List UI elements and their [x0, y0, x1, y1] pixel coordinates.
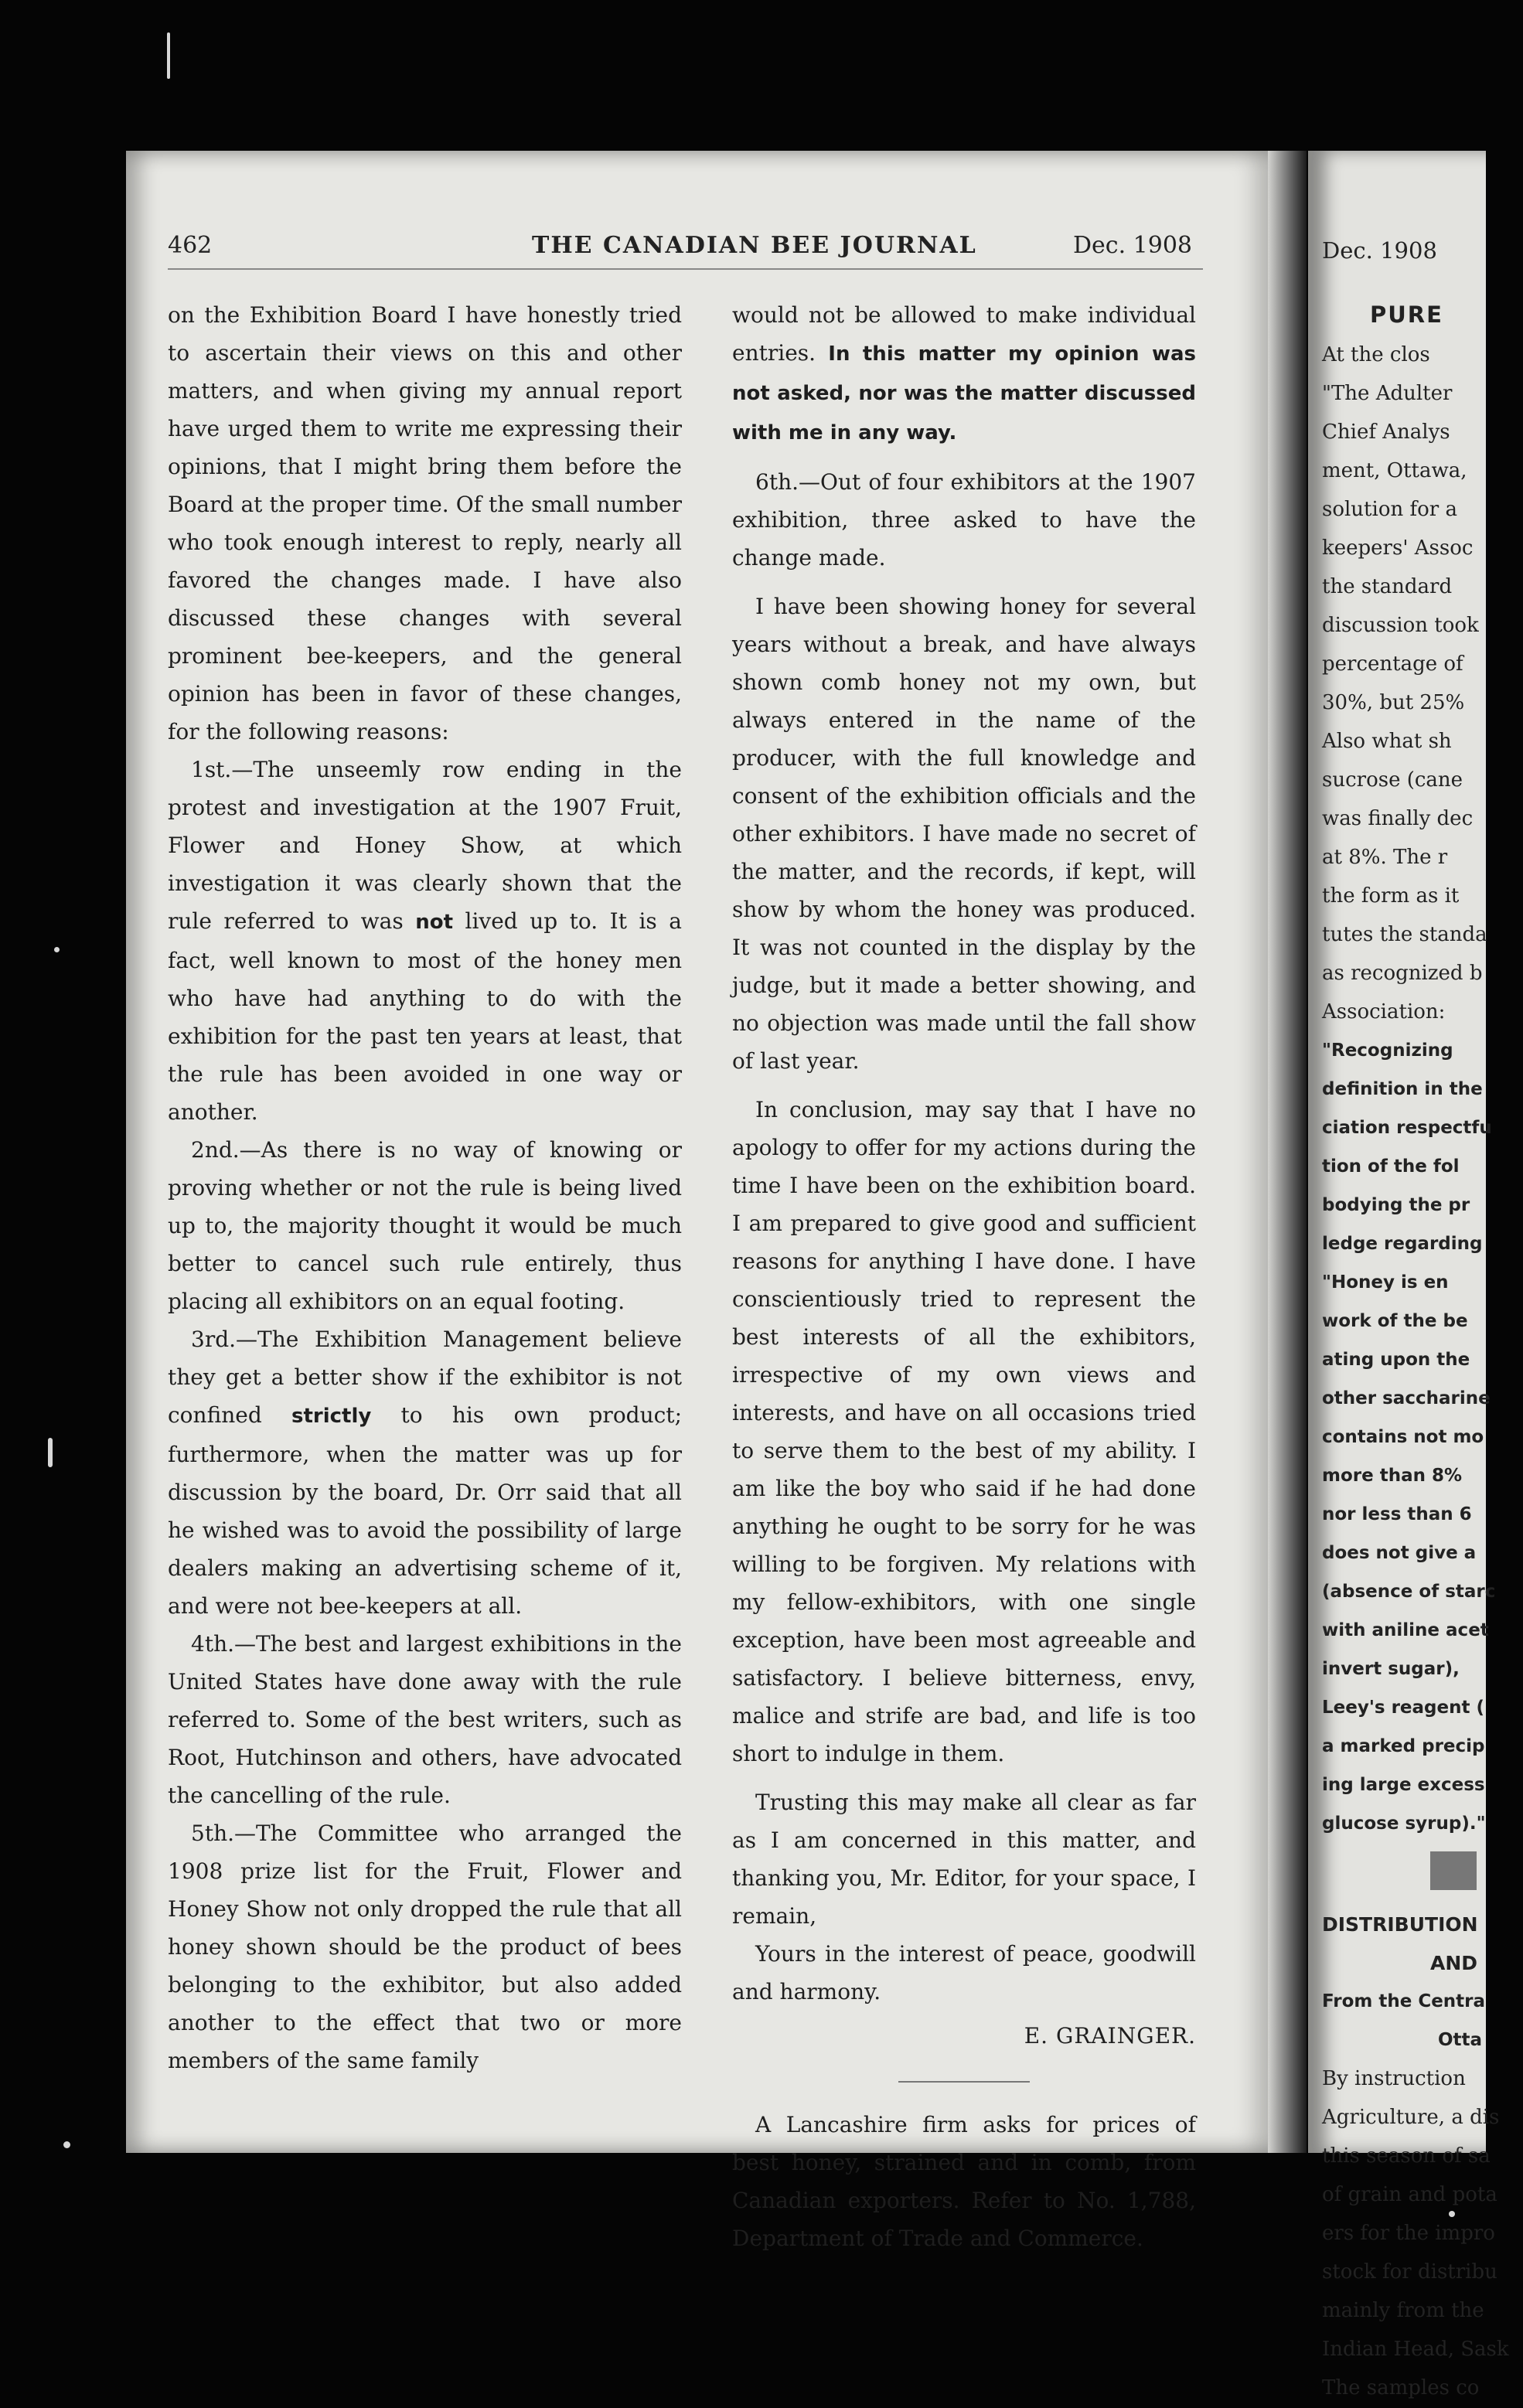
facing-page-line: Association: [1322, 1000, 1446, 1023]
emphasis: not [415, 911, 454, 934]
facing-page-bold-line: more than 8% [1322, 1466, 1463, 1486]
paragraph: 5th.—The Committee who arranged the 1908 prize list for the Fruit, Flower and Honey Show not only dropped the rule that all honey shown should be the product of bees belonging to the exhibitor, but also added another to the effect that two or more members of the same family [168, 1820, 682, 2073]
author-signature: E. GRAINGER. [1024, 2023, 1196, 2049]
facing-page-line: At the clos [1322, 343, 1430, 366]
facing-page-line: the standard [1322, 575, 1453, 598]
header-rule [168, 268, 1203, 270]
facing-page-bold-line: ating upon the [1322, 1350, 1470, 1370]
facing-page [1308, 151, 1509, 2399]
facing-page-bold-line: bodying the pr [1322, 1195, 1470, 1215]
facing-page-bold-line: glucose syrup)." [1322, 1814, 1486, 1834]
facing-page-bold-line: contains not mo [1322, 1427, 1484, 1447]
facing-page-line: was finally dec [1322, 807, 1474, 830]
journal-page [126, 151, 1273, 2251]
facing-page-line: Indian Head, Sask [1322, 2338, 1509, 2361]
facing-page-bold-line: does not give a [1322, 1543, 1477, 1563]
paragraph: on the Exhibition Board I have honestly tried to ascertain their views on this and other matters, and when giving my annual report have urged them to write me expressing their opinions, that I might bring them before the Board at the proper time. Of the small number who took enough interest to reply, nearly all favored the changes made. I have also discussed these changes with several prominent bee-keepers, and the general opinion has been in favor of these changes, for the following reasons: [168, 302, 682, 744]
facing-page-line: ment, Ottawa, [1322, 459, 1467, 482]
facing-page-line: By instruction [1322, 2067, 1466, 2090]
paragraph: 1st.—The unseemly row ending in the protest and investigation at the 1907 Fruit, Flower and Honey Show, at which investigation it was clearly shown that the rule referred to was not lived up to. It is a fact, well known to most of the honey men who have had anything to do with the exhibition for the past ten years at least, that the rule has been avoided in one way or another. [168, 757, 682, 1125]
facing-page-line: as recognized b [1322, 962, 1483, 985]
facing-page-bold-line: ing large excess [1322, 1775, 1485, 1795]
facing-page-line: the form as it [1322, 884, 1460, 908]
scan-speck [48, 1438, 53, 1467]
facing-page-line: solution for a [1322, 498, 1457, 521]
paragraph: would not be allowed to make individual entries. In this matter my opinion was not asked, nor was the matter discussed with me in any way. [732, 302, 1197, 444]
facing-page-section-heading: DISTRIBUTION [1322, 1913, 1478, 1936]
paragraph: 2nd.—As there is no way of knowing or proving whether or not the rule is being lived up to, the majority thought it would be much better to cancel such rule entirely, thus placing all exhibitors on an equal footing. [168, 1137, 682, 1314]
emphasis: strictly [291, 1405, 372, 1428]
paragraph: Yours in the interest of peace, goodwill and harmony. [732, 1941, 1196, 2004]
facing-page-line: Agriculture, a dis [1322, 2106, 1500, 2129]
page-number: 462 [168, 232, 213, 259]
facing-page-bold-line: definition in the [1322, 1079, 1483, 1099]
issue-date: Dec. 1908 [1072, 232, 1192, 259]
facing-page-line: sucrose (cane [1322, 768, 1463, 792]
facing-page-bold-line: "Recognizing [1322, 1041, 1453, 1061]
facing-page-line: discussion took [1322, 614, 1479, 637]
facing-page-rule [1430, 1851, 1477, 1890]
paragraph: In conclusion, may say that I have no apology to offer for my actions during the time I have been on the exhibition board. I am prepared to give good and sufficient reasons for anything I have done. I have conscientiously tried to represent the best interests of all the exhibitors, irrespective of my own views and interests, and have on all occasions tried to serve them to the best of my ability. I am like the boy who said if he had done anything he ought to be sorry for he was willing to be forgiven. My relations with my fellow-exhibitors, with one single exception, have been most agreeable and satisfactory. I believe bitterness, envy, malice and strife are bad, and life is too short to indulge in them. [732, 1097, 1196, 1766]
facing-page-line: ers for the impro [1322, 2222, 1495, 2245]
facing-page-bold-line: Leey's reagent ( [1322, 1698, 1484, 1718]
paragraph: 4th.—The best and largest exhibitions in the United States have done away with the rule referred to. Some of the best writers, such as Root, Hutchinson and others, have advocated the cancelling of the rule. [168, 1631, 682, 1808]
facing-page-bold-line: ledge regarding [1322, 1234, 1483, 1254]
facing-page-section-heading: AND [1430, 1952, 1478, 1974]
page-gutter [1268, 151, 1307, 2153]
facing-page-line: The samples co [1322, 2376, 1480, 2399]
paragraph: Trusting this may make all clear as far as I am concerned in this matter, and thanking you, Mr. Editor, for your space, I remain, [732, 1790, 1196, 1929]
facing-page-bold-line: nor less than 6 [1322, 1504, 1472, 1524]
facing-page-bold-line: invert sugar), [1322, 1659, 1460, 1679]
facing-page-heading: PURE [1370, 301, 1443, 328]
notice-paragraph: A Lancashire firm asks for prices of best honey, strained and in comb, from Canadian exporters. Refer to No. 1,788, Department of Trade and Commerce. [732, 2112, 1196, 2251]
facing-page-date: Dec. 1908 [1322, 237, 1437, 264]
facing-page-line: percentage of [1322, 652, 1463, 676]
facing-page-bold-line: a marked precip [1322, 1736, 1485, 1756]
middle-column [732, 296, 1196, 2257]
scan-speck [63, 2141, 70, 2148]
facing-page-line: Also what sh [1322, 730, 1452, 753]
scan-speck [167, 32, 170, 79]
facing-page-line: mainly from the [1322, 2299, 1484, 2322]
section-divider [898, 2081, 1030, 2083]
facing-page-subheading: Otta [1438, 2030, 1483, 2050]
facing-page-bold-line: (absence of starc [1322, 1582, 1496, 1602]
paragraph: 6th.—Out of four exhibitors at the 1907 exhibition, three asked to have the change made. [732, 469, 1196, 570]
facing-page-line: tutes the standa [1322, 923, 1487, 946]
facing-page-line: stock for distribu [1322, 2260, 1497, 2284]
facing-page-line: keepers' Assoc [1322, 536, 1474, 560]
facing-page-bold-line: tion of the fol [1322, 1156, 1460, 1177]
facing-page-line: Chief Analys [1322, 421, 1450, 444]
facing-page-bold-line: other saccharine [1322, 1388, 1491, 1408]
facing-page-bold-line: with aniline acet [1322, 1620, 1489, 1640]
paragraph: 3rd.—The Exhibition Management believe they get a better show if the exhibitor is not confined strictly to his own product; furthermore, when the matter was up for discussion by the board, Dr. Orr said that all he wished was to avoid the possibility of large dealers making an advertising scheme of it, and were not bee-keepers at all. [168, 1327, 682, 1619]
journal-title: THE CANADIAN BEE JOURNAL [532, 232, 977, 259]
page-header [126, 232, 1273, 263]
facing-page-line: "The Adulter [1322, 382, 1453, 405]
scan-speck [54, 947, 60, 952]
emphasis: In this matter my opinion was not asked, nor was the matter discussed with me in any way. [732, 342, 1197, 444]
facing-page-subheading: From the Centra [1322, 1991, 1486, 2011]
facing-page-bold-line: ciation respectfu [1322, 1118, 1492, 1138]
facing-page-line: of grain and pota [1322, 2183, 1497, 2206]
facing-page-line: this season of sa [1322, 2144, 1491, 2168]
facing-page-line: at 8%. The r [1322, 846, 1448, 869]
facing-page-line: 30%, but 25% [1322, 691, 1465, 714]
facing-page-bold-line: "Honey is en [1322, 1272, 1449, 1293]
paragraph: I have been showing honey for several years without a break, and have always shown comb honey not my own, but always entered in the name of the producer, with the full knowledge and consent of the exhibition officials and the other exhibitors. I have made no secret of the matter, and the records, if kept, will show by whom the honey was produced. It was not counted in the display by the judge, but it made a better showing, and no objection was made until the fall show of last year. [732, 594, 1196, 1074]
facing-page-text [1322, 336, 1509, 2408]
left-column [168, 296, 682, 2079]
facing-page-bold-line: work of the be [1322, 1311, 1468, 1331]
